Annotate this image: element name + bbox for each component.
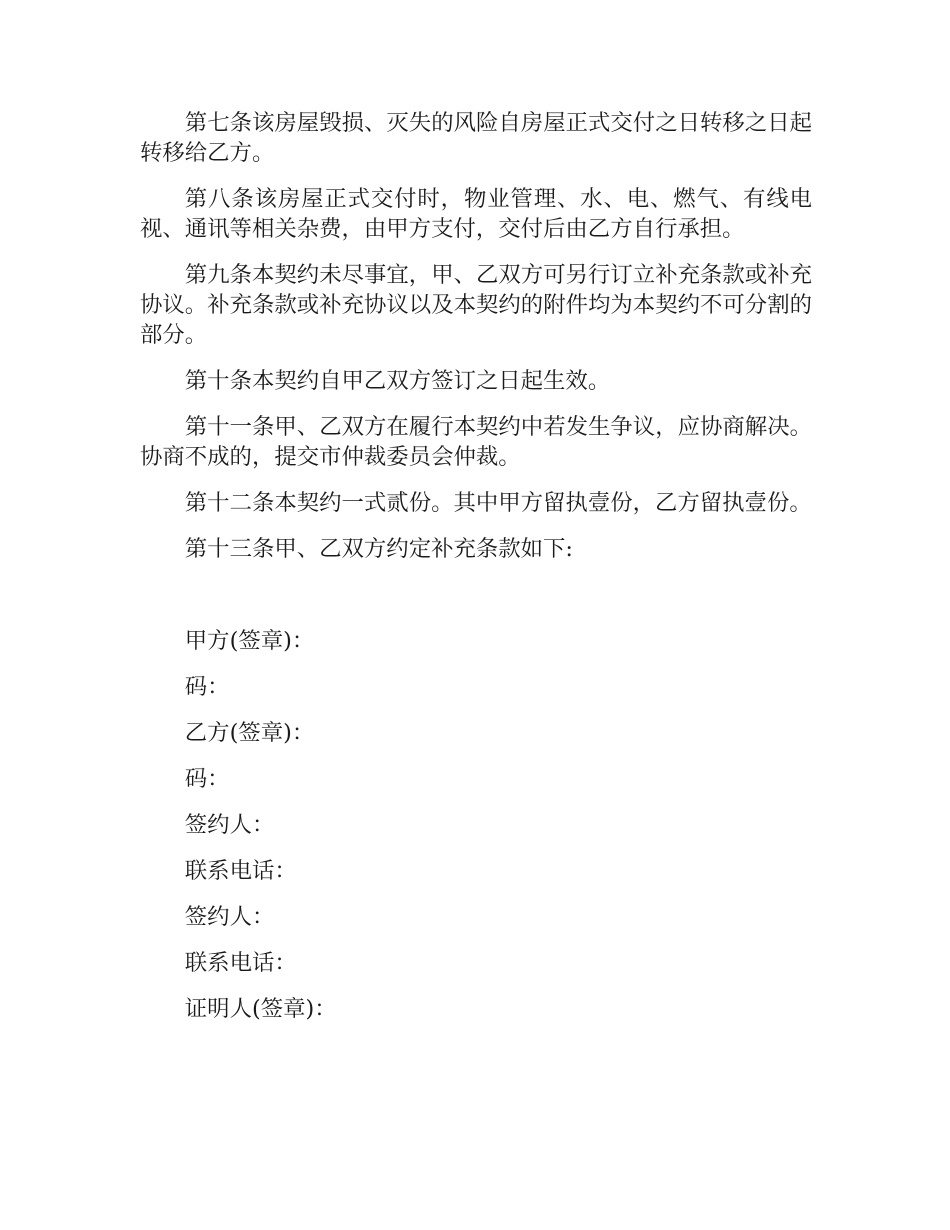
phone-label-a: 联系电话： bbox=[184, 858, 297, 884]
signer-label-b: 签约人： bbox=[184, 904, 275, 930]
clause-9: 第九条本契约未尽事宜，甲、乙双方可另行订立补充条款或补充协议。补充条款或补充协议以及本契约的附件均为本契约不可分割的部分。 bbox=[140, 262, 812, 348]
blank-supplementary-area bbox=[140, 580, 812, 626]
party-b-seal-label: 乙方(签章)： bbox=[184, 720, 315, 746]
witness-seal-label: 证明人(签章)： bbox=[184, 996, 337, 1022]
clause-8: 第八条该房屋正式交付时，物业管理、水、电、燃气、有线电视、通讯等相关杂费，由甲方支付，交付后由乙方自行承担。 bbox=[140, 186, 812, 242]
clause-13: 第十三条甲、乙双方约定补充条款如下: bbox=[184, 536, 573, 562]
party-a-code-label: 码： bbox=[184, 674, 230, 700]
party-a-seal-label: 甲方(签章)： bbox=[184, 628, 315, 654]
clause-10: 第十条本契约自甲乙双方签订之日起生效。 bbox=[184, 368, 611, 394]
signer-label-a: 签约人： bbox=[184, 812, 275, 838]
clause-12: 第十二条本契约一式贰份。其中甲方留执壹份，乙方留执壹份。 bbox=[184, 490, 812, 516]
signature-block bbox=[140, 626, 812, 1024]
party-b-code-label: 码： bbox=[184, 766, 230, 792]
clause-7: 第七条该房屋毁损、灭失的风险自房屋正式交付之日转移之日起转移给乙方。 bbox=[140, 110, 812, 166]
clause-11: 第十一条甲、乙双方在履行本契约中若发生争议，应协商解决。协商不成的，提交市仲裁委员会仲裁。 bbox=[140, 414, 812, 470]
contract-page bbox=[140, 108, 812, 1040]
phone-label-b: 联系电话： bbox=[184, 950, 297, 976]
